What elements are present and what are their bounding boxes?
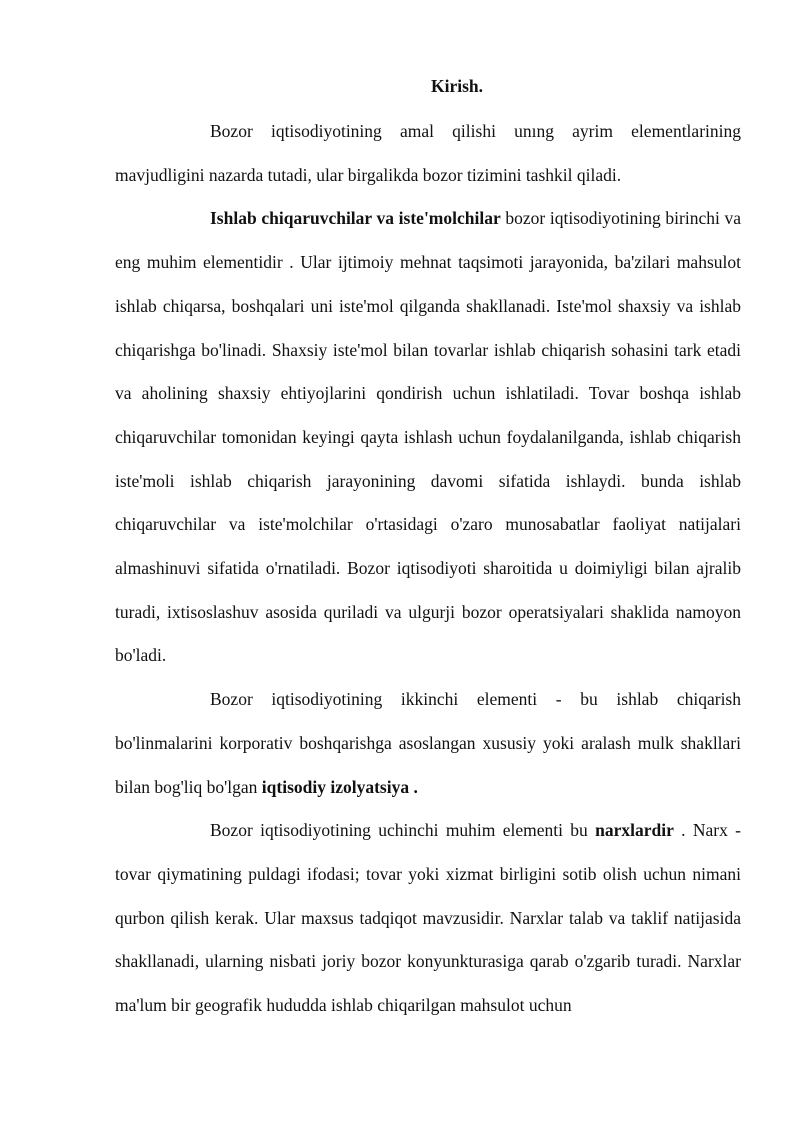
document-title: Kirish. — [430, 76, 484, 96]
paragraph-3-text: Bozor iqtisodiyotining ikkinchi elementi - bu ishlab chiqarish bo'linmalarini korporativ boshqarishga asoslangan xususiy yoki aralash mulk shakllari bilan bog'liq bo'lgan — [115, 689, 741, 797]
paragraph-4-text-start: Bozor iqtisodiyotining uchinchi muhim elementi bu — [210, 820, 596, 841]
paragraph-1-text: Bozor iqtisodiyotining amal qilishi unıng ayrim elementlarining mavjudligini nazarda tutadi, ular birgalikda bozor tizimini tashkil qiladi. — [115, 121, 741, 185]
paragraph-4 — [115, 809, 741, 1028]
paragraph-2-bold-term: Ishlab chiqaruvchilar va iste'molchilar — [210, 208, 501, 229]
document-body — [115, 110, 741, 1028]
paragraph-4-bold-term: narxlardir — [595, 820, 674, 841]
paragraph-2 — [115, 197, 741, 678]
paragraph-3 — [115, 678, 741, 809]
paragraph-4-text-end: . Narx - tovar qiymatining puldagi ifodasi; tovar yoki xizmat birligini sotib olish uchun nimani qurbon qilish kerak. Ular maxsus tadqiqot mavzusidir. Narxlar talab va taklif natijasida shakllanadi, ularning nisbati joriy bozor konyunkturasiga qarab o'zgarib turadi. Narxlar ma'lum bir geografik hududda ishlab chiqarilgan mahsulot uchun — [115, 820, 741, 1016]
paragraph-3-bold-term: iqtisodiy izolyatsiya . — [261, 776, 418, 797]
paragraph-1 — [115, 110, 741, 197]
paragraph-2-text: bozor iqtisodiyotining birinchi va eng muhim elementidir . Ular ijtimoiy mehnat taqsimoti jarayonida, ba'zilari mahsulot ishlab chiqarsa, boshqalari uni iste'mol qilganda shakllanadi. Iste'mol shaxsiy va ishlab chiqarishga bo'linadi. Shaxsiy iste'mol bilan tovarlar ishlab chiqarish sohasini tark etadi va aholining shaxsiy ehtiyojlarini qondirish uchun ishlatiladi. Tovar boshqa ishlab chiqaruvchilar tomonidan keyingi qayta ishlash uchun foydalanilganda, ishlab chiqarish iste'moli ishlab chiqarish jarayonining davomi sifatida ishlaydi. bunda ishlab chiqaruvchilar va iste'molchilar o'rtasidagi o'zaro munosabatlar faoliyat natijalari almashinuvi sifatida o'rnatiladi. Bozor iqtisodiyoti sharoitida u doimiyligi bilan ajralib turadi, ixtisoslashuv asosida quriladi va ulgurji bozor operatsiyalari shaklida namoyon bo'ladi. — [115, 208, 742, 666]
